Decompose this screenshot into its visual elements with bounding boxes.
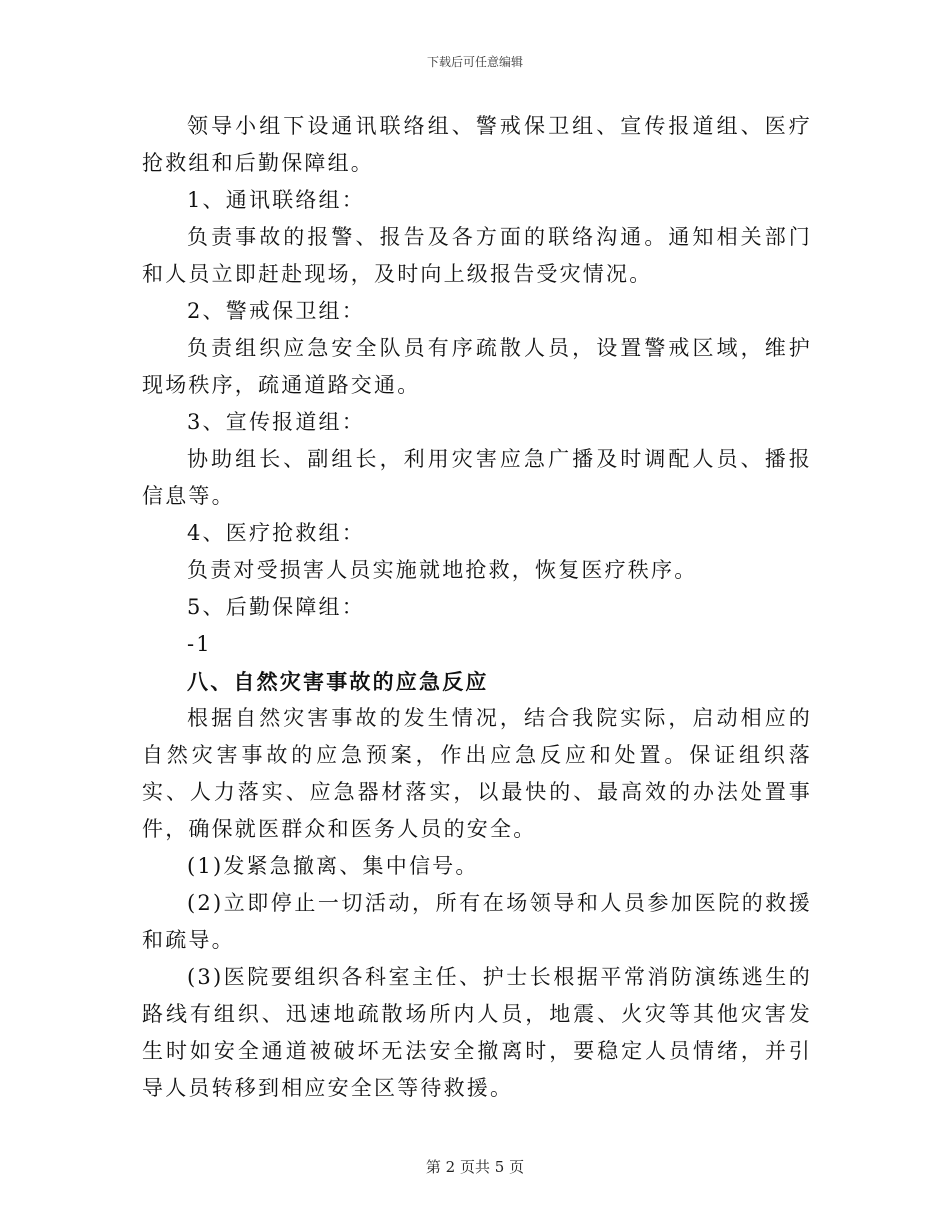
paragraph-publicity: 协助组长、副组长，利用灾害应急广播及时调配人员、播报信息等。 [142, 447, 812, 508]
paragraph-logistics: -1 [187, 632, 212, 656]
page-header: 下载后可任意编辑 [426, 55, 523, 69]
paragraph-intro: 领导小组下设通讯联络组、警戒保卫组、宣传报道组、医疗抢救组和后勤保障组。 [142, 114, 812, 175]
paragraph-medical: 负责对受损害人员实施就地抢救，恢复医疗秩序。 [187, 558, 698, 582]
item-heading-logistics: 5、后勤保障组： [187, 595, 365, 619]
list-item-2: (2)立即停止一切活动，所有在场领导和人员参加医院的救援和疏导。 [142, 891, 812, 952]
item-heading-security: 2、警戒保卫组： [187, 299, 365, 323]
paragraph-security: 负责组织应急安全队员有序疏散人员，设置警戒区域，维护现场秩序，疏通道路交通。 [142, 336, 812, 397]
list-item-1: (1)发紧急撤离、集中信号。 [187, 854, 479, 878]
item-heading-medical: 4、医疗抢救组： [187, 521, 365, 545]
item-heading-publicity: 3、宣传报道组： [187, 410, 365, 434]
page-footer: 第 2 页共 5 页 [425, 1158, 525, 1176]
paragraph-natural-disaster: 根据自然灾害事故的发生情况，结合我院实际，启动相应的自然灾害事故的应急预案，作出应急反应和处置。保证组织落实、人力落实、应急器材落实，以最快的、最高效的办法处置事件，确保就医群众和医务人员的安全。 [142, 706, 812, 841]
section-heading-natural-disaster: 八、自然灾害事故的应急反应 [187, 669, 489, 694]
document-body [142, 108, 812, 1107]
item-heading-communication: 1、通讯联络组： [187, 188, 365, 212]
paragraph-communication: 负责事故的报警、报告及各方面的联络沟通。通知相关部门和人员立即赶赴现场，及时向上级报告受灾情况。 [142, 225, 812, 286]
list-item-3: (3)医院要组织各科室主任、护士长根据平常消防演练逃生的路线有组织、迅速地疏散场所内人员，地震、火灾等其他灾害发生时如安全通道被破坏无法安全撤离时，要稳定人员情绪，并引导人员转移到相应安全区等待救援。 [142, 965, 812, 1100]
